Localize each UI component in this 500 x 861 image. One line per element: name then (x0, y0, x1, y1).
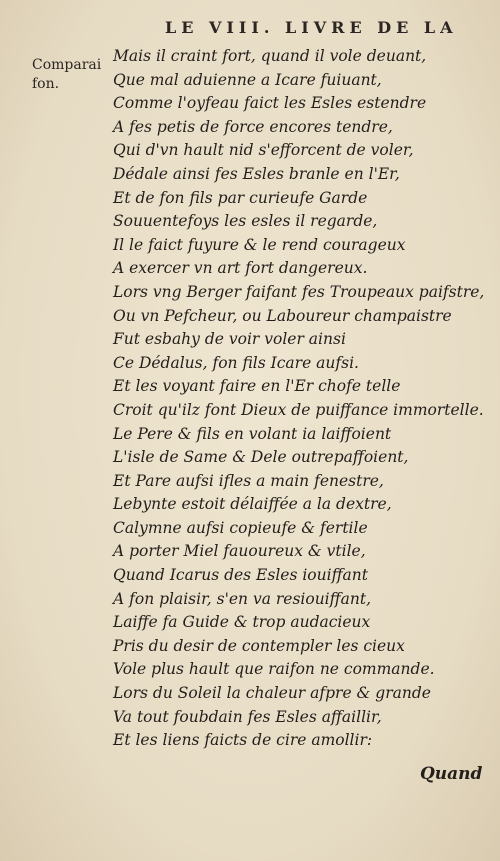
verse-line: A exercer vn art fort dangereux. (113, 259, 368, 278)
verse-line: Dédale ainsi fes Esles branle en l'Er, (113, 164, 400, 183)
verse-block (113, 45, 493, 753)
verse-line: Ce Dédalus, fon fils Icare aufsi. (113, 353, 359, 372)
verse-line: Le Pere & fils en volant ia laiffoient (113, 424, 392, 443)
verse-line: Et Pare aufsi ifles a main fenestre, (113, 471, 384, 490)
margin-note (32, 56, 101, 94)
verse-line: Et de fon fils par curieufe Garde (113, 188, 368, 207)
verse-line: A porter Miel fauoureux & vtile, (113, 542, 366, 561)
verse-line: Laiffe fa Guide & trop audacieux (113, 613, 371, 632)
verse-line: Va tout foubdain fes Esles affaillir, (113, 707, 382, 726)
verse-line: A fon plaisir, s'en va resiouiffant, (113, 589, 371, 608)
verse-line: Souuentefoys les esles il regarde, (113, 212, 378, 231)
verse-line: L'isle de Same & Dele outrepaffoient, (113, 448, 409, 467)
verse-line: Quand Icarus des Esles iouiffant (113, 566, 369, 585)
catchword: Quand (420, 764, 483, 784)
margin-note-line: Comparai (32, 57, 102, 73)
running-title: LE VIII. LIVRE DE LA (165, 18, 458, 37)
verse-line: Croit qu'ilz font Dieux de puiffance immortelle. (113, 400, 484, 419)
verse-line: Que mal aduienne a Icare fuiuant, (113, 70, 382, 89)
verse-line: Lors du Soleil la chaleur afpre & grande (113, 684, 431, 703)
verse-line: Lebynte estoit délaiffée a la dextre, (113, 495, 392, 514)
verse-line: Il le faict fuyure & le rend courageux (113, 235, 406, 254)
verse-line: Lors vng Berger faifant fes Troupeaux paifstre, (113, 282, 485, 301)
verse-line: A fes petis de force encores tendre, (113, 117, 393, 136)
verse-line: Comme l'oyfeau faict les Esles estendre (113, 94, 427, 113)
verse-line: Fut esbahy de voir voler ainsi (113, 330, 346, 349)
verse-line: Vole plus hault que raifon ne commande. (113, 660, 435, 679)
verse-line: Et les voyant faire en l'Er chofe telle (113, 377, 401, 396)
verse-line: Et les liens faicts de cire amollir: (113, 731, 373, 750)
verse-line: Pris du desir de contempler les cieux (113, 636, 405, 655)
margin-note-line: fon. (32, 76, 60, 92)
verse-line: Calymne aufsi copieufe & fertile (113, 518, 368, 537)
verse-line: Mais il craint fort, quand il vole deuant, (113, 47, 427, 65)
verse-line: Qui d'vn hault nid s'efforcent de voler, (113, 141, 414, 160)
verse-line: Ou vn Pefcheur, ou Laboureur champaistre (113, 306, 452, 325)
